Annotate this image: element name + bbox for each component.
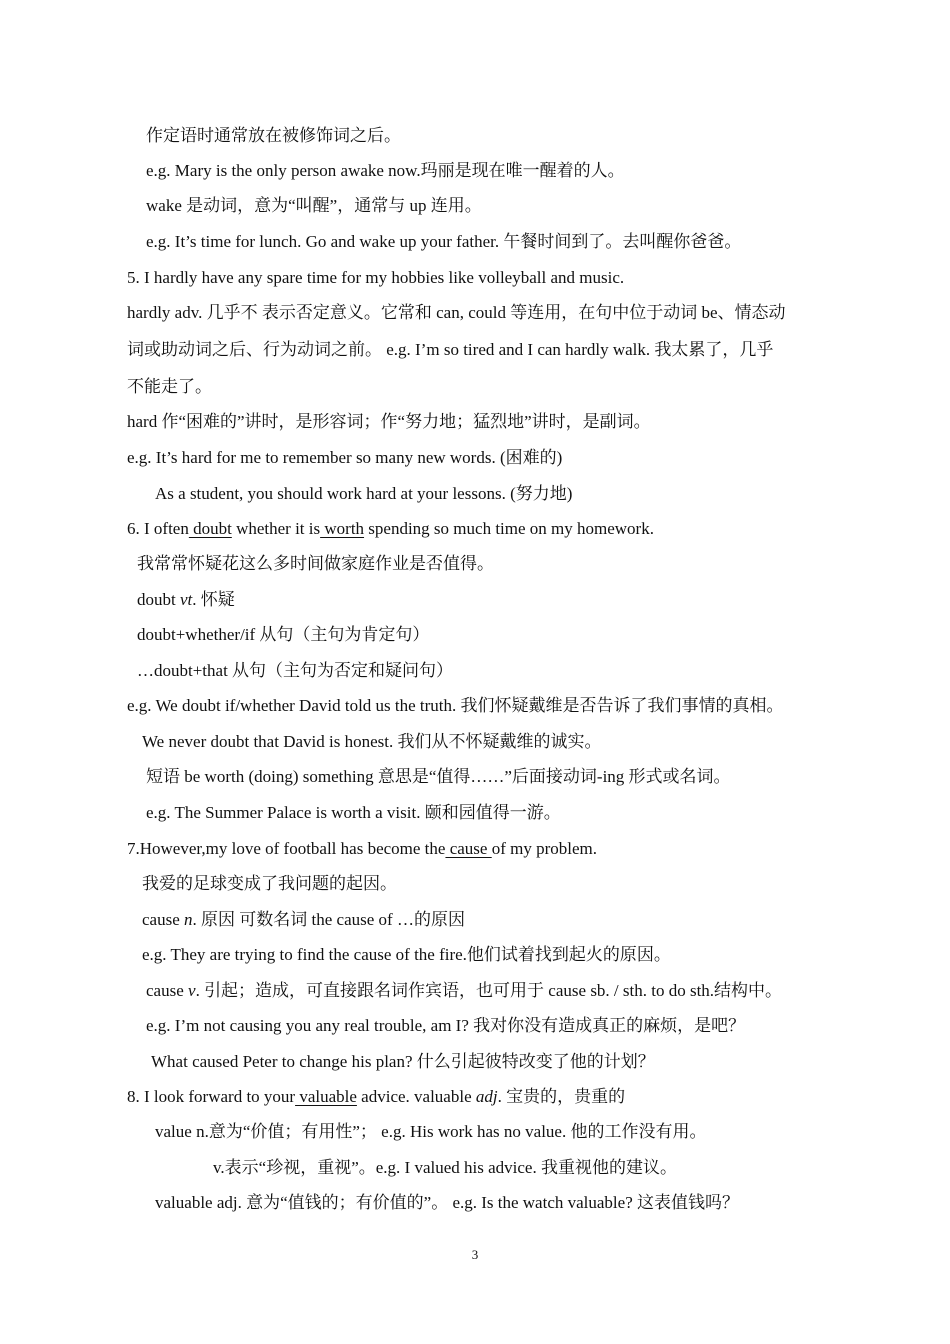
item-8-heading bbox=[127, 1086, 625, 1108]
pos-abbrev: vt bbox=[179, 590, 193, 609]
text-span: . 宝贵的，贵重的 bbox=[497, 1087, 626, 1106]
underlined-word: doubt bbox=[188, 519, 232, 538]
item-6-heading bbox=[127, 518, 654, 540]
text-span: of my problem. bbox=[491, 839, 598, 858]
text-line: v.表示“珍视，重视”。e.g. I valued his advice. 我重视他的建议。 bbox=[213, 1158, 677, 1177]
text-span: . 怀疑 bbox=[192, 590, 235, 609]
text-line: 短语 be worth (doing) something 意思是“值得……”后面接动词-ing 形式或名词。 bbox=[146, 767, 731, 786]
text-span: . 原因 可数名词 the cause of …的原因 bbox=[192, 910, 465, 929]
text-line: What caused Peter to change his plan? 什么引起彼特改变了他的计划？ bbox=[151, 1052, 655, 1071]
text-line: …doubt+that 从句（主句为否定和疑问句） bbox=[137, 661, 454, 680]
pos-abbrev: v bbox=[188, 981, 196, 1000]
text-span: doubt bbox=[137, 590, 180, 609]
text-line: wake 是动词，意为“叫醒”，通常与 up 连用。 bbox=[146, 196, 482, 215]
text-line: doubt+whether/if 从句（主句为肯定句） bbox=[137, 625, 430, 644]
text-line: 作定语时通常放在被修饰词之后。 bbox=[146, 126, 401, 145]
text-line: e.g. It’s hard for me to remember so many new words. (困难的) bbox=[127, 448, 563, 467]
text-line: e.g. We doubt if/whether David told us the truth. 我们怀疑戴维是否告诉了我们事情的真相。 bbox=[127, 696, 784, 715]
text-span: cause bbox=[142, 910, 185, 929]
text-span: . 引起；造成，可直接跟名词作宾语，也可用于 cause sb. / sth. to do sth.结构中。 bbox=[195, 981, 783, 1000]
text-span: whether it is bbox=[231, 519, 321, 538]
text-line: hardly adv. 几乎不 表示否定意义。它常和 can, could 等连用，在句中位于动词 be、情态动 bbox=[127, 303, 786, 322]
text-span: 7.However,my love of football has become the bbox=[127, 839, 446, 858]
text-line: e.g. It’s time for lunch. Go and wake up your father. 午餐时间到了。去叫醒你爸爸。 bbox=[146, 232, 742, 251]
text-line: We never doubt that David is honest. 我们从不怀疑戴维的诚实。 bbox=[142, 732, 602, 751]
text-line: 我常常怀疑花这么多时间做家庭作业是否值得。 bbox=[137, 554, 494, 573]
text-line: e.g. They are trying to find the cause of the fire.他们试着找到起火的原因。 bbox=[142, 945, 671, 964]
text-line: 不能走了。 bbox=[127, 377, 212, 396]
text-line: valuable adj. 意为“值钱的；有价值的”。 e.g. Is the watch valuable? 这表值钱吗？ bbox=[155, 1193, 740, 1212]
item-5-heading: 5. I hardly have any spare time for my hobbies like volleyball and music. bbox=[127, 268, 625, 287]
text-span: cause bbox=[146, 981, 189, 1000]
text-span: spending so much time on my homework. bbox=[364, 519, 654, 538]
page-number: 3 bbox=[471, 1247, 479, 1262]
text-line bbox=[142, 909, 465, 931]
text-line: e.g. Mary is the only person awake now.玛丽是现在唯一醒着的人。 bbox=[146, 161, 625, 180]
underlined-word: cause bbox=[445, 839, 492, 858]
text-line: hard 作“困难的”讲时，是形容词；作“努力地；猛烈地”讲时，是副词。 bbox=[127, 412, 651, 431]
underlined-word: worth bbox=[320, 519, 365, 538]
text-line bbox=[146, 980, 782, 1002]
pos-abbrev: n bbox=[184, 910, 193, 929]
text-line: As a student, you should work hard at your lessons. (努力地) bbox=[155, 484, 573, 503]
text-span: advice. valuable bbox=[356, 1087, 476, 1106]
text-line: value n.意为“价值；有用性”； e.g. His work has no value. 他的工作没有用。 bbox=[155, 1122, 707, 1141]
pos-abbrev: adj bbox=[475, 1087, 498, 1106]
text-line: 我爱的足球变成了我问题的起因。 bbox=[142, 874, 397, 893]
text-span: 6. I often bbox=[127, 519, 189, 538]
text-line: e.g. I’m not causing you any real trouble, am I? 我对你没有造成真正的麻烦，是吧？ bbox=[146, 1016, 746, 1035]
text-line: e.g. The Summer Palace is worth a visit. 颐和园值得一游。 bbox=[146, 803, 561, 822]
text-line bbox=[137, 589, 235, 611]
underlined-word: valuable bbox=[295, 1087, 357, 1106]
text-line: 词或助动词之后、行为动词之前。 e.g. I’m so tired and I can hardly walk. 我太累了，几乎 bbox=[127, 340, 774, 359]
item-7-heading bbox=[127, 838, 597, 860]
text-span: 8. I look forward to your bbox=[127, 1087, 296, 1106]
